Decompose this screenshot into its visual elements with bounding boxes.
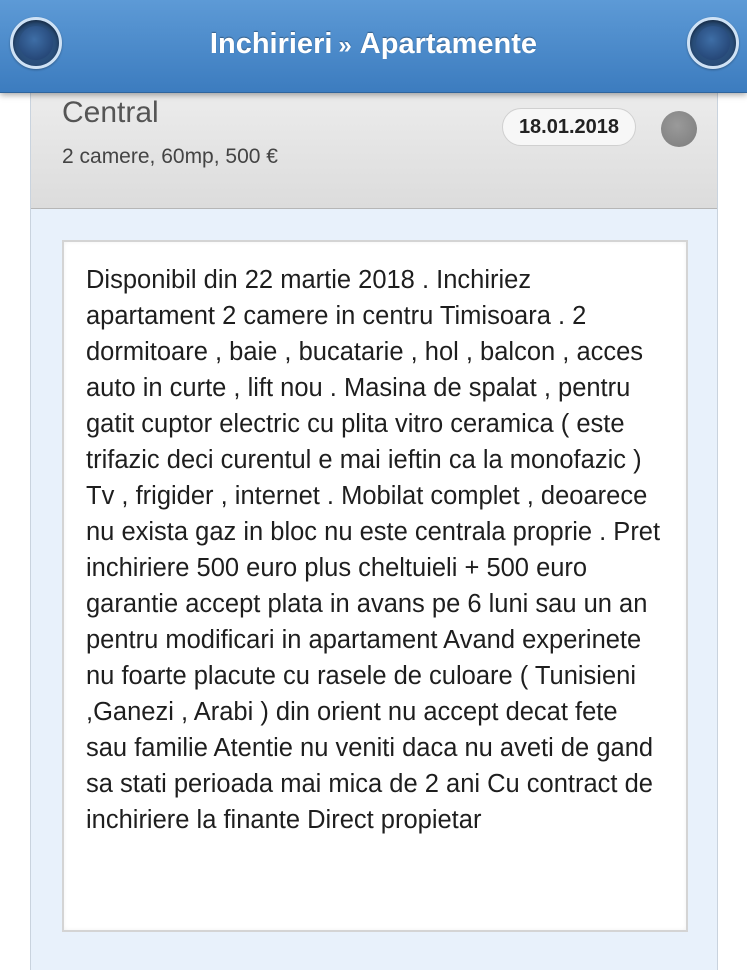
title-category: Apartamente [359,28,538,60]
listing-title: Central [62,96,159,129]
breadcrumb-separator: » [338,32,352,59]
redacted-contact [372,874,536,912]
date-badge: 18.01.2018 [502,108,636,146]
status-dot-icon [661,111,697,147]
app-header [0,0,747,93]
listing-summary: 2 camere, 60mp, 500 € [62,145,278,168]
right-round-button[interactable] [687,17,739,69]
listing-panel [30,70,718,970]
listing-description: Disponibil din 22 martie 2018 . Inchiriez apartament 2 camere in centru Timisoara . 2 dormitoare , baie , bucatarie , hol , balcon , acces auto in curte , lift nou . Masina de spalat , pentru gatit cuptor electric cu plita vitro ceramica ( este trifazic deci curentul e mai ieftin ca la monofazic ) Tv , frigider , internet . Mobilat complet , deoarece nu exista gaz in bloc nu este centrala proprie . Pret inchiriere 500 euro plus cheltuieli + 500 euro garantie accept plata in avans pe 6 luni sau un an pentru modificari in apartament Avand experinete nu foarte placute cu rasele de culoare ( Tunisieni ,Ganezi , Arabi ) din orient nu accept decat fete sau familie Atentie nu veniti daca nu aveti de gand sa stati perioada mai mica de 2 ani Cu contract de inchiriere la finante Direct propietar [86,266,661,834]
page-title [0,28,747,61]
title-section[interactable]: Inchirieri [209,28,333,60]
description-box [62,240,688,932]
